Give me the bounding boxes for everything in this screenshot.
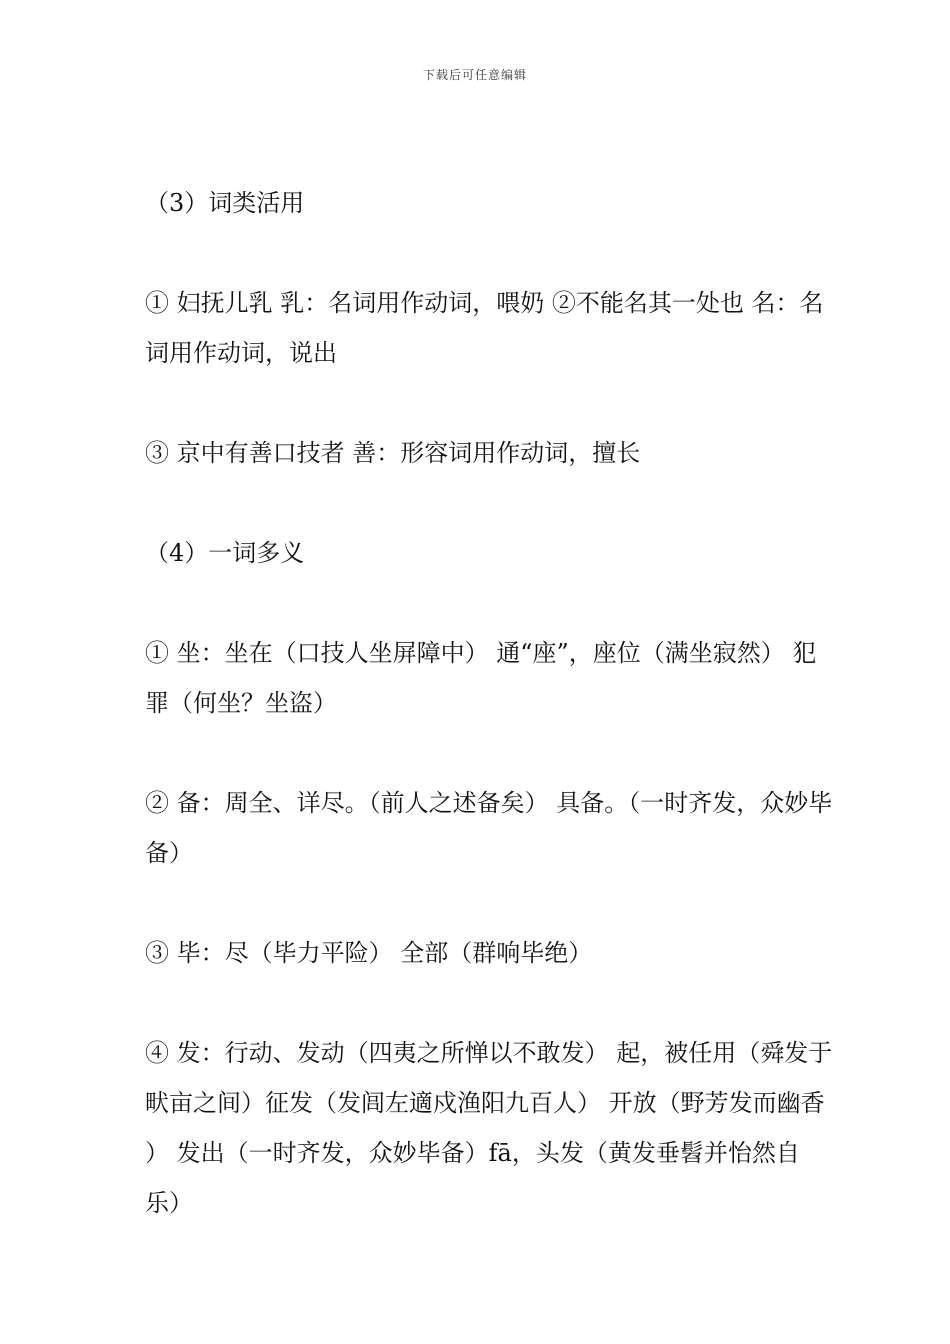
paragraph-polysemy-2: ② 备：周全、详尽。（前人之述备矣） 具备。（一时齐发，众妙毕备）: [145, 789, 833, 867]
page-header: 下载后可任意编辑: [422, 68, 527, 82]
paragraph-polysemy-3: ③ 毕：尽（毕力平险） 全部（群响毕绝）: [145, 939, 593, 967]
paragraph-polysemy-1: ① 坐：坐在（口技人坐屏障中） 通“座”，座位（满坐寂然） 犯罪（何坐？坐盗）: [145, 639, 817, 717]
paragraph-word-class-3: ③ 京中有善口技者 善：形容词用作动词，擅长: [145, 439, 641, 467]
section-heading-4: （4）一词多义: [145, 539, 305, 567]
paragraph-word-class-1: ① 妇抚儿乳 乳：名词用作动词，喂奶 ②不能名其一处也 名：名词用作动词，说出: [145, 289, 824, 367]
document-body: [145, 178, 835, 1278]
section-heading-3: （3）词类活用: [145, 189, 305, 217]
paragraph-polysemy-4: ④ 发：行动、发动（四夷之所惮以不敢发） 起，被任用（舜发于畎亩之间）征发（发闾左適戍渔阳九百人） 开放（野芳发而幽香 ） 发出（一时齐发，众妙毕备）fā，头发（黄发垂髫并怡然自乐）: [145, 1039, 833, 1217]
